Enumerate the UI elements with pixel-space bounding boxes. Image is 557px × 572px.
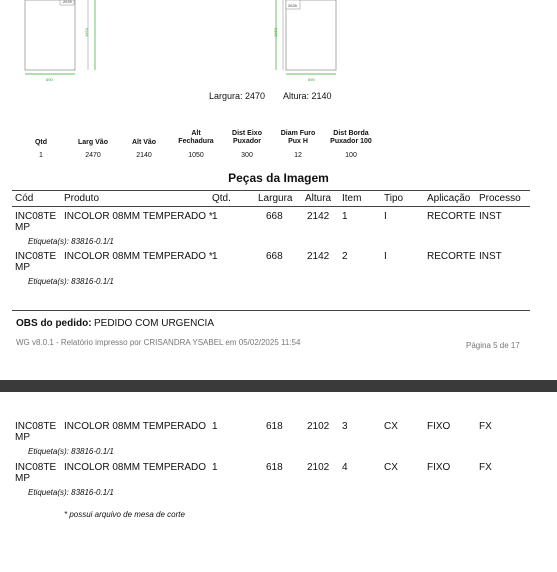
param-header: Larg Vão [78, 139, 108, 146]
param-header: Diam Furo Pux H [280, 130, 316, 145]
cell-tipo: CX [384, 462, 398, 473]
cell-altura: 2102 [307, 421, 330, 432]
cell-processo: INST [479, 211, 502, 222]
param-value: 2470 [85, 152, 101, 159]
cell-etiqueta: Etiqueta(s): 83816-0.1/1 [28, 447, 114, 456]
dimension-label: 1950 [272, 28, 278, 37]
column-header: Aplicação [427, 193, 471, 204]
cell-largura: 668 [266, 211, 283, 222]
param-header: Dist Borda Puxador 100 [330, 130, 372, 145]
param-value: 1 [39, 152, 43, 159]
cell-aplicacao: FIXO [427, 421, 451, 432]
cell-produto: INCOLOR 08MM TEMPERADO * [64, 251, 213, 262]
cell-item: 3 [342, 421, 348, 432]
summary-width: Largura: 2470 [209, 91, 266, 101]
column-header: Tipo [384, 193, 404, 204]
dimension-label: 2639 [288, 3, 297, 8]
footnote: * possui arquivo de mesa de corte [64, 510, 185, 519]
page-break [0, 380, 557, 392]
column-header: Altura [305, 193, 332, 204]
cell-qtd: 1 [212, 211, 218, 222]
glass-drawing [0, 0, 557, 90]
cell-cod: INC08TE MP [15, 251, 57, 273]
cell-produto: INCOLOR 08MM TEMPERADO [64, 421, 207, 432]
param-value: 2140 [136, 152, 152, 159]
cell-tipo: CX [384, 421, 398, 432]
dimension-label: 690 [308, 77, 315, 82]
column-header: Qtd. [212, 193, 231, 204]
cell-item: 1 [342, 211, 348, 222]
cell-cod: INC08TE MP [15, 421, 57, 443]
cell-cod: INC08TE MP [15, 211, 57, 233]
cell-item: 4 [342, 462, 348, 473]
param-value: 12 [294, 152, 302, 159]
cell-etiqueta: Etiqueta(s): 83816-0.1/1 [28, 488, 114, 497]
param-header: Alt Fechadura [178, 130, 214, 145]
column-header: Processo [479, 193, 521, 204]
table-row [0, 251, 557, 291]
column-header: Produto [64, 193, 100, 204]
dimension-label: 1950 [83, 28, 89, 37]
param-value: 300 [241, 152, 253, 159]
cell-altura: 2142 [307, 211, 330, 222]
param-header: Qtd [34, 139, 48, 146]
cell-largura: 668 [266, 251, 283, 262]
cell-etiqueta: Etiqueta(s): 83816-0.1/1 [28, 237, 114, 246]
print-info: WG v8.0.1 - Relatório impresso por CRISANDRA YSABEL em 05/02/2025 11:54 [16, 338, 301, 347]
dimension-label: 2639 [63, 0, 72, 4]
cell-largura: 618 [266, 421, 283, 432]
cell-qtd: 1 [212, 462, 218, 473]
cell-tipo: I [384, 251, 387, 262]
param-value: 100 [345, 152, 357, 159]
param-header: Dist Eixo Puxador [232, 130, 262, 145]
cell-processo: INST [479, 251, 502, 262]
cell-produto: INCOLOR 08MM TEMPERADO * [64, 211, 213, 222]
param-value: 1050 [188, 152, 204, 159]
cell-produto: INCOLOR 08MM TEMPERADO [64, 462, 207, 473]
param-header: Alt Vão [131, 139, 157, 146]
cell-aplicacao: RECORTE [427, 251, 476, 262]
obs-text: PEDIDO COM URGENCIA [94, 318, 215, 329]
dimension-label: 690 [46, 77, 53, 82]
section-title: Peças da Imagem [228, 171, 329, 185]
cell-aplicacao: RECORTE [427, 211, 476, 222]
cell-cod: INC08TE MP [15, 462, 57, 484]
page-number: Página 5 de 17 [466, 341, 520, 350]
column-header: Item [342, 193, 362, 204]
divider [12, 190, 530, 191]
column-header: Largura [258, 193, 293, 204]
cell-processo: FX [479, 462, 492, 473]
cell-processo: FX [479, 421, 492, 432]
cell-etiqueta: Etiqueta(s): 83816-0.1/1 [28, 277, 114, 286]
cell-qtd: 1 [212, 421, 218, 432]
cell-qtd: 1 [212, 251, 218, 262]
cell-aplicacao: FIXO [427, 462, 451, 473]
divider [12, 206, 530, 207]
summary-height: Altura: 2140 [283, 91, 332, 101]
cell-altura: 2142 [307, 251, 330, 262]
table-row [0, 462, 557, 502]
cell-tipo: I [384, 211, 387, 222]
table-row [0, 211, 557, 251]
obs-label: OBS do pedido: [16, 318, 92, 329]
divider [12, 310, 530, 311]
column-header: Cód [15, 193, 34, 204]
cell-largura: 618 [266, 462, 283, 473]
cell-altura: 2102 [307, 462, 330, 473]
cell-item: 2 [342, 251, 348, 262]
table-row [0, 421, 557, 461]
